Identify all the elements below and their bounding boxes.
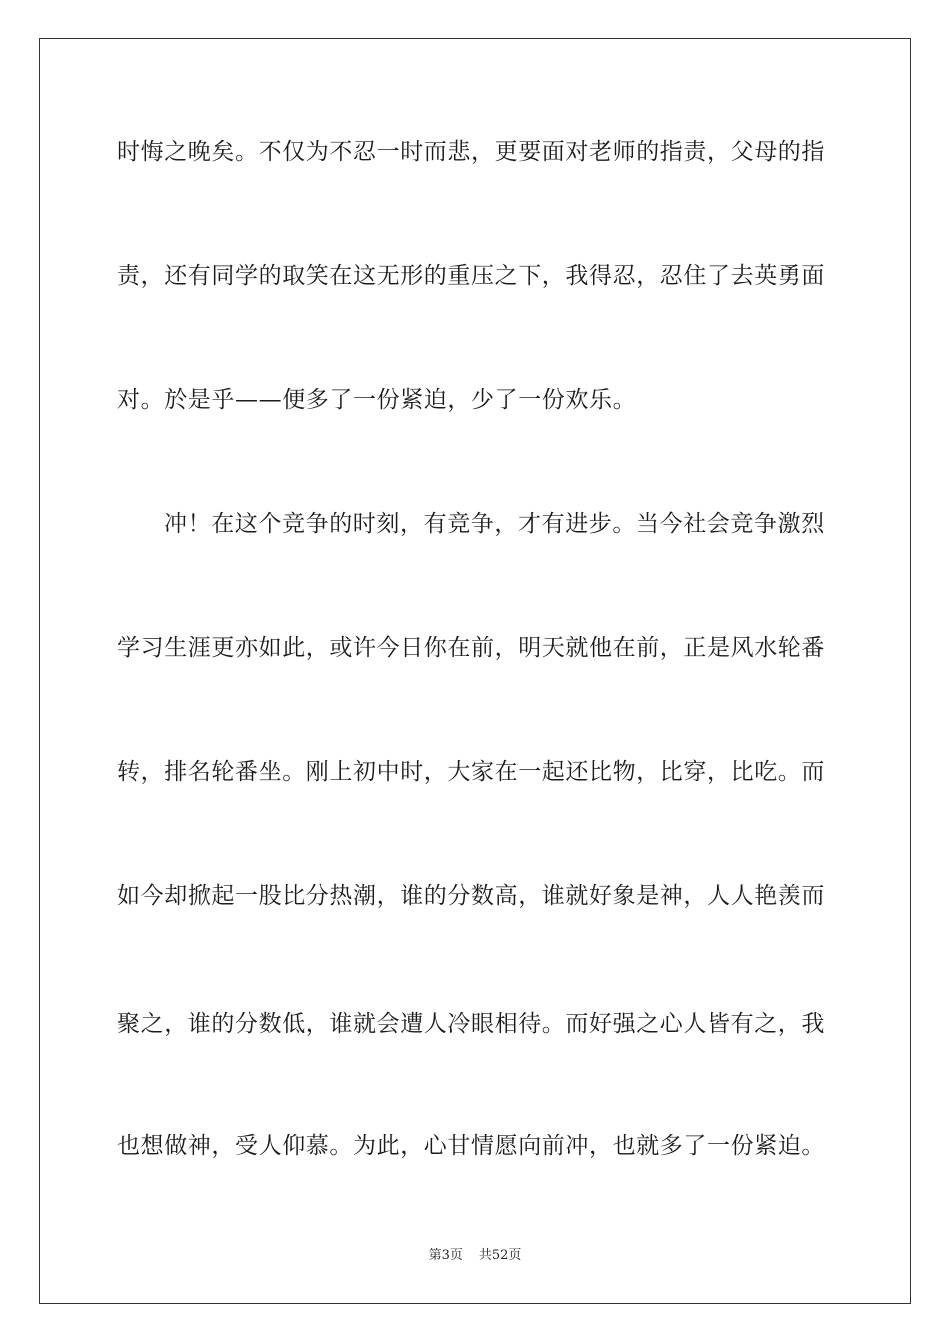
paragraph-line: 对。於是乎——便多了一份紧迫，少了一份欢乐。 [117,387,637,413]
page-number: 第3页 [428,1248,463,1263]
paragraph-line: 如今却掀起一股比分热潮，谁的分数高，谁就好象是神，人人艳羡而 [117,883,825,909]
total-pages: 共52页 [478,1248,522,1263]
paragraph-line: 时悔之晚矣。不仅为不忍一时而悲，更要面对老师的指责，父母的指 [117,139,825,165]
paragraph-line: 也想做神，受人仰慕。为此，心甘情愿向前冲，也就多了一份紧迫。 [117,1133,825,1159]
page-footer [0,1247,950,1265]
paragraph-line: 学习生涯更亦如此，或许今日你在前，明天就他在前，正是风水轮番 [117,635,825,661]
paragraph-line: 聚之，谁的分数低，谁就会遭人冷眼相待。而好强之心人皆有之，我 [117,1011,825,1037]
paragraph-line: 冲！在这个竞争的时刻，有竞争，才有进步。当今社会竞争激烈 [164,511,825,537]
paragraph-line: 转，排名轮番坐。刚上初中时，大家在一起还比物，比穿，比吃。而 [117,759,825,785]
paragraph-line: 责，还有同学的取笑在这无形的重压之下，我得忍，忍住了去英勇面 [117,263,825,289]
page-border [39,38,911,1304]
